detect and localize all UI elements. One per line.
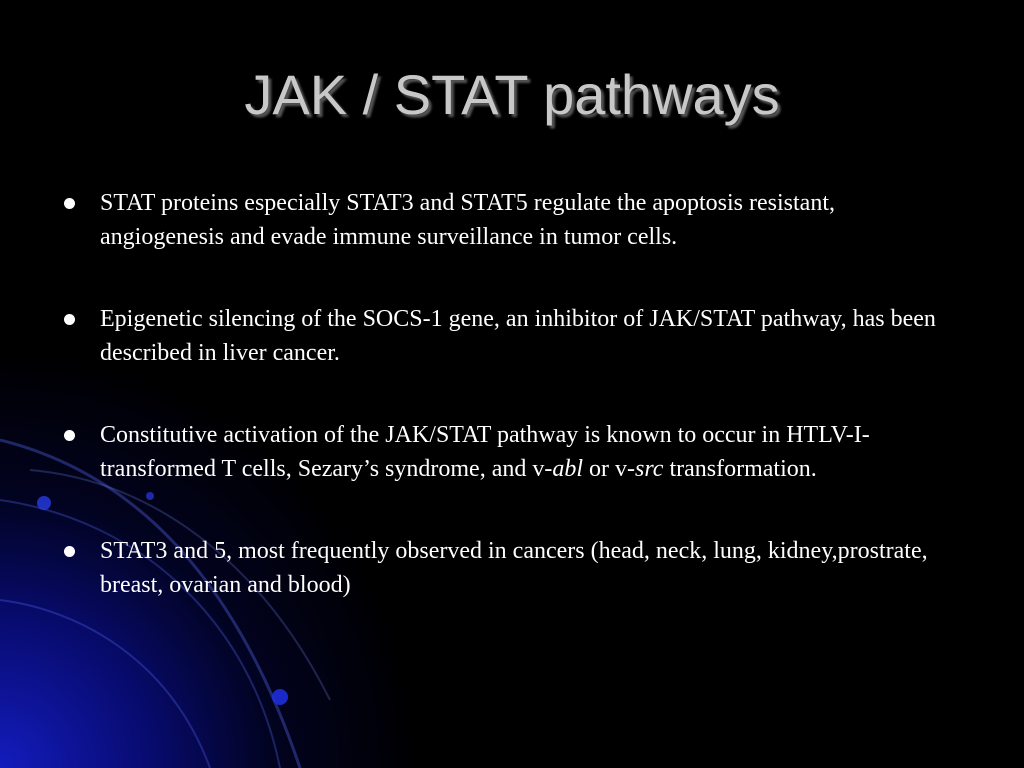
bullet-dot-icon (64, 546, 75, 557)
bullet-dot-icon (64, 314, 75, 325)
bullet-text: STAT3 and 5, most frequently observed in cancers (head, neck, lung, kidney,prostrate, breast, ovarian and blood) (100, 538, 928, 598)
bullet-text: STAT proteins especially STAT3 and STAT5 regulate the apoptosis resistant, angiogenesis and evade immune surveillance in tumor cells. (100, 190, 835, 250)
bullet-text-part: transformation. (663, 456, 817, 482)
bullet-text-part: Constitutive activation of the JAK/STAT pathway is known to occur in HTLV-I-transformed T cells, Sezary’s syndrome, and v- (100, 422, 870, 482)
bullet-item (58, 186, 938, 254)
slide-title: JAK / STAT pathways (244, 63, 780, 126)
bullet-dot-icon (64, 430, 75, 441)
bullet-item (58, 534, 938, 602)
bullet-dot-icon (64, 198, 75, 209)
bullet-text-italic: abl (552, 456, 584, 482)
bullet-item (58, 418, 938, 486)
bullet-text-italic: src (635, 456, 664, 482)
bullet-text-part: or v- (583, 456, 635, 482)
bullet-item (58, 302, 938, 370)
bullet-text: Epigenetic silencing of the SOCS-1 gene, an inhibitor of JAK/STAT pathway, has been described in liver cancer. (100, 306, 936, 366)
bullet-list (58, 186, 938, 650)
